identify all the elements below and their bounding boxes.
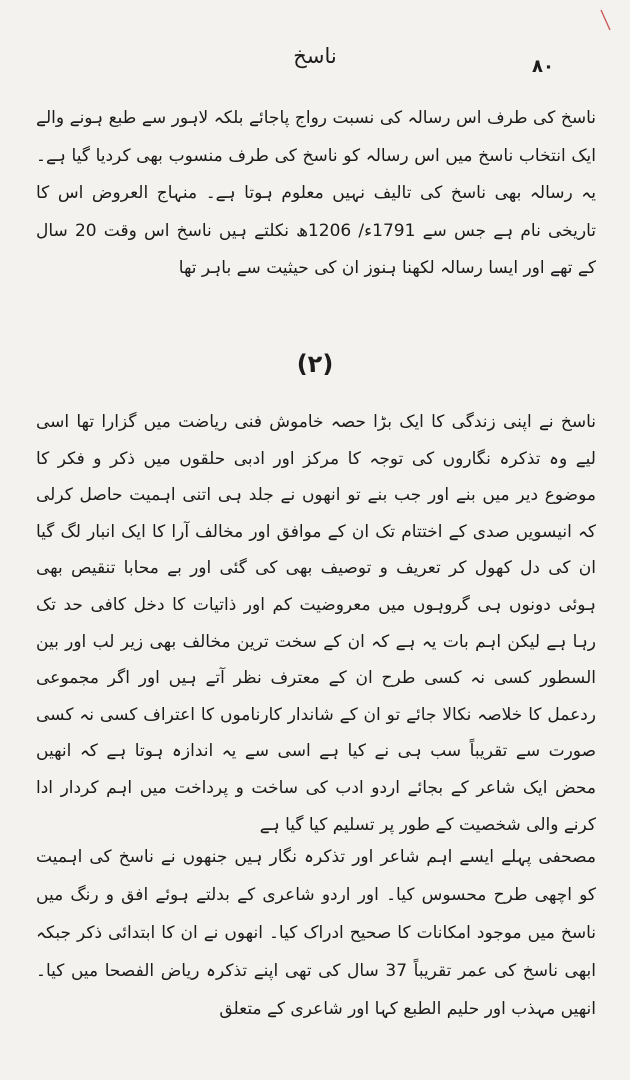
- page-number: ۸۰: [532, 56, 554, 77]
- pen-mark-icon: [598, 8, 614, 34]
- section-number: (۲): [296, 350, 334, 378]
- paragraph-1: ناسخ کی طرف اس رسالہ کی نسبت رواج پاجائے بلکہ لاہور سے طبع ہونے والے ایک انتخاب ناسخ میں اس رسالہ کو ناسخ کی طرف منسوب بھی کردیا گیا ہے۔ یہ رسالہ بھی ناسخ کی تالیف نہیں معلوم ہوتا ہے۔ منہاج العروض اس کا تاریخی نام ہے جس سے 1791ء/ 1206ھ نکلتے ہیں ناسخ اس وقت 20 سال کے تھے اور ایسا رسالہ لکھنا ہنوز ان کی حیثیت سے باہر تھا: [36, 108, 596, 278]
- paragraph-3: مصحفی پہلے ایسے اہم شاعر اور تذکرہ نگار ہیں جنھوں نے ناسخ کی اہمیت کو اچھی طرح محسوس کیا۔ اور اردو شاعری کے بدلتے ہوئے افق و رنگ میں ناسخ میں موجود امکانات کا صحیح ادراک کیا۔ انھوں نے ان کا ابتدائی ذکر جبکہ ابھی ناسخ کی عمر تقریباً 37 سال کی تھی اپنے تذکرہ ریاض الفصحا میں کیا۔ انھیں مہذب اور حلیم الطبع کہا اور شاعری کے متعلق: [36, 847, 596, 1019]
- running-header-title: ناسخ: [293, 44, 337, 68]
- paragraph-2: ناسخ نے اپنی زندگی کا ایک بڑا حصہ خاموش فنی ریاضت میں گزارا تھا اسی لیے وہ تذکرہ نگاروں کی توجہ کا مرکز اور ادبی حلقوں میں ذکر و فکر کا موضوع دیر میں بنے اور جب بنے تو انھوں نے جلد ہی اتنی اہمیت حاصل کرلی کہ انیسویں صدی کے اختتام تک ان کے موافق اور مخالف آرا کا ایک انبار لگ گیا ان کی دل کھول کر تعریف و توصیف بھی کی گئی اور بے محابا تنقیص بھی ہوئی دونوں ہی گروہوں میں معروضیت کم اور ذاتیات کا دخل کافی حد تک رہا ہے لیکن اہم بات یہ ہے کہ ان کے سخت ترین مخالف بھی زیر لب اور بین السطور کسی نہ کسی طرح ان کے معترف نظر آتے ہیں اور اگر مجموعی ردعمل کا خلاصہ نکالا جائے تو ان کے شاندار کارناموں کا اعتراف کسی نہ کسی صورت سے تقریباً سب ہی نے کیا ہے اسی سے یہ اندازہ ہوتا ہے کہ انھیں محض ایک شاعر کے بجائے اردو ادب کی ساخت و پرداخت میں اہم کردار ادا کرنے والی شخصیت کے طور پر تسلیم کیا گیا ہے: [36, 412, 596, 835]
